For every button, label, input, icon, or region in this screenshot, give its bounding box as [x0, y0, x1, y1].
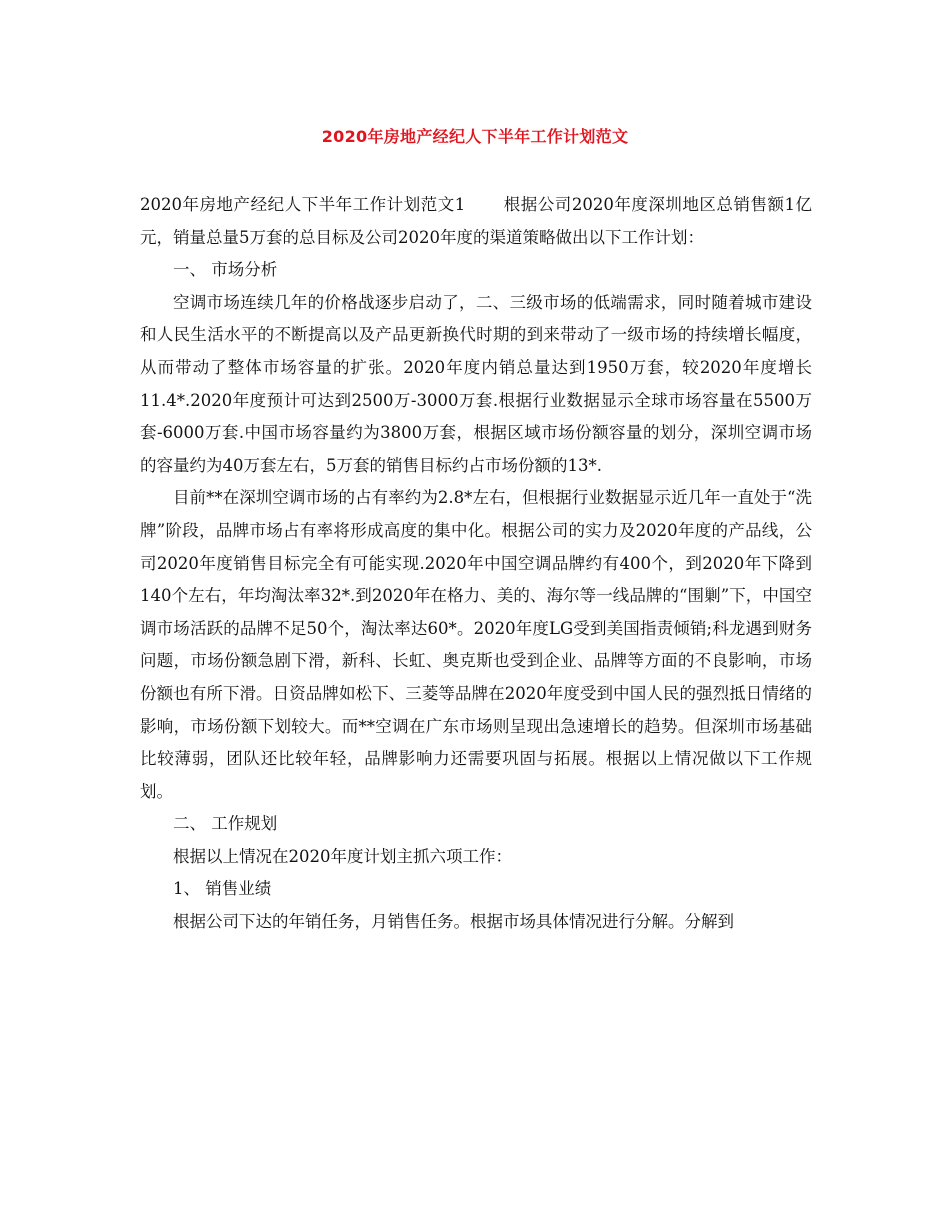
- intro-paragraph: [140, 189, 812, 254]
- sales-paragraph: 根据公司下达的年销任务，月销售任务。根据市场具体情况进行分解。分解到: [173, 912, 734, 932]
- document-title: 2020年房地产经纪人下半年工作计划范文: [321, 127, 629, 146]
- intro-text: 根据公司2020年度深圳地区总销售额1亿元，销量总量5万套的总目标及公司2020年度的渠道策略做出以下工作计划：: [140, 195, 812, 247]
- intro-lead: 2020年房地产经纪人下半年工作计划范文1: [140, 195, 466, 214]
- subheading-sales-performance: 1、 销售业绩: [173, 879, 272, 899]
- section-heading-work-plan: 二、 工作规划: [173, 814, 278, 834]
- market-paragraph-2: 目前**在深圳空调市场的占有率约为2.8*左右，但根据行业数据显示近几年一直处于“洗牌”阶段，品牌市场占有率将形成高度的集中化。根据公司的实力及2020年度的产品线，公司2020年度销售目标完全有可能实现.2020年中国空调品牌约有400个，到2020年下降到140个左右，年均淘汰率32*.到2020年在格力、美的、海尔等一线品牌的“围剿”下，中国空调市场活跃的品牌不足50个，淘汰率达60*。2020年度LG受到美国指责倾销;科龙遇到财务问题，市场份额急剧下滑，新科、长虹、奥克斯也受到企业、品牌等方面的不良影响，市场份额也有所下滑。日资品牌如松下、三菱等品牌在2020年度受到中国人民的强烈抵日情绪的影响，市场份额下划较大。而**空调在广东市场则呈现出急速增长的趋势。但深圳市场基础比较薄弱，团队还比较年轻，品牌影响力还需要巩固与拓展。根据以上情况做以下工作规划。: [140, 488, 812, 801]
- section-heading-market-analysis: 一、 市场分析: [173, 260, 278, 280]
- market-paragraph-1: 空调市场连续几年的价格战逐步启动了，二、三级市场的低端需求，同时随着城市建设和人民生活水平的不断提高以及产品更新换代时期的到来带动了一级市场的持续增长幅度，从而带动了整体市场容量的扩张。2020年度内销总量达到1950万套，较2020年度增长11.4*.2020年度预计可达到2500万-3000万套.根据行业数据显示全球市场容量在5500万套-6000万套.中国市场容量约为3800万套，根据区域市场份额容量的划分，深圳空调市场的容量约为40万套左右，5万套的销售目标约占市场份额的13*.: [140, 292, 812, 475]
- document-body: [140, 189, 812, 939]
- work-plan-intro: 根据以上情况在2020年度计划主抓六项工作：: [173, 846, 512, 866]
